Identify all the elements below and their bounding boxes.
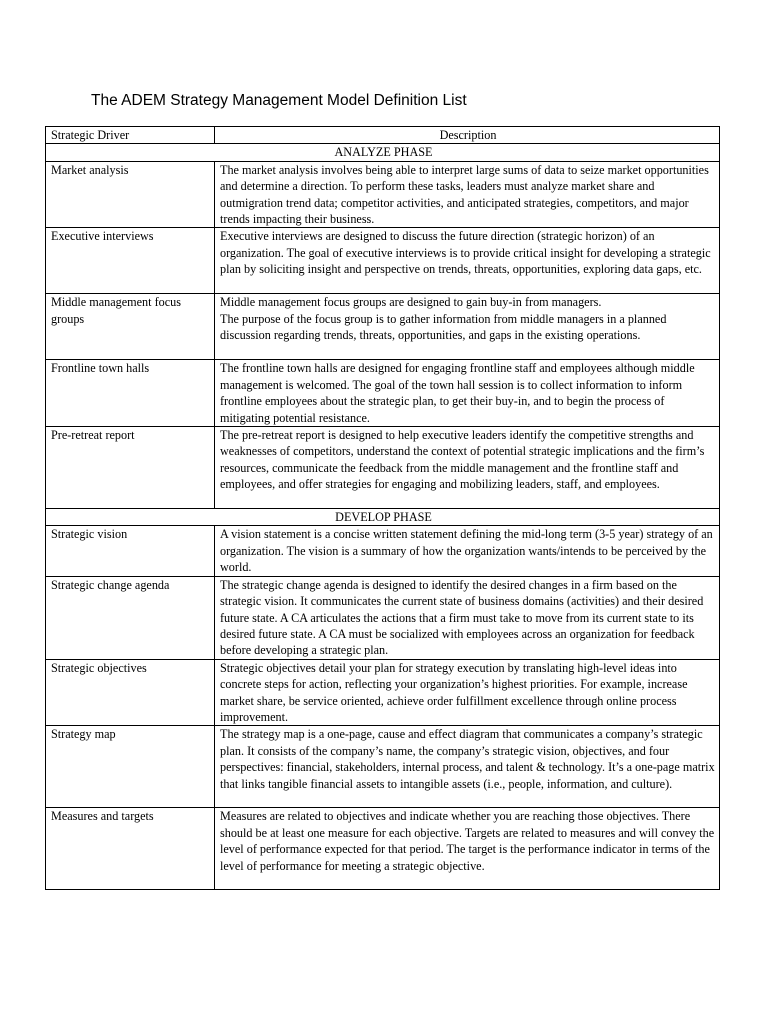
description-cell: The strategy map is a one-page, cause and effect diagram that communicates a company’s strategic plan. It consists of the company’s name, the company’s strategic vision, objectives, and four perspectives: financial, stakeholders, internal process, and talent & technology. It’s a one-page matrix that links tangible financial assets to intangible assets (i.e., people, information, and culture).	[215, 726, 720, 808]
page-title: The ADEM Strategy Management Model Definition List	[91, 92, 467, 109]
driver-cell: Executive interviews	[46, 228, 215, 294]
table-row	[46, 526, 720, 576]
driver-cell: Measures and targets	[46, 808, 215, 890]
driver-cell: Market analysis	[46, 161, 215, 228]
driver-cell: Strategic change agenda	[46, 576, 215, 659]
table-row	[46, 294, 720, 360]
phase-label: DEVELOP PHASE	[46, 509, 720, 526]
table-row	[46, 228, 720, 294]
phase-header-develop	[46, 509, 720, 526]
definition-table	[45, 126, 720, 890]
description-line: Middle management focus groups are designed to gain buy-in from managers.	[220, 295, 602, 310]
phase-header-analyze	[46, 144, 720, 161]
driver-cell: Strategic vision	[46, 526, 215, 576]
driver-cell: Frontline town halls	[46, 360, 215, 427]
table-row	[46, 161, 720, 228]
driver-cell: Strategic objectives	[46, 659, 215, 726]
table-header-row	[46, 127, 720, 144]
phase-label: ANALYZE PHASE	[46, 144, 720, 161]
description-cell: The frontline town halls are designed for engaging frontline staff and employees although middle management is welcomed. The goal of the town hall session is to collect information to inform frontline employees about the strategic plan, to get their buy-in, and to begin the process of mitigating potential resistance.	[215, 360, 720, 427]
description-cell: Measures are related to objectives and indicate whether you are reaching those objectives. There should be at least one measure for each objective. Targets are related to measures and will convey the level of performance expected for that period. The target is the performance indicator in terms of the level of performance for meeting a strategic objective.	[215, 808, 720, 890]
description-cell: The market analysis involves being able to interpret large sums of data to seize market opportunities and determine a direction. To perform these tasks, leaders must analyze market share and outmigration trend data; competitor activities, and anticipated strategies, competitors, and major trends impacting their business.	[215, 161, 720, 228]
description-cell: The pre-retreat report is designed to help executive leaders identify the competitive strengths and weaknesses of competitors, understand the context of potential strategic implications and the firm’s resources, communicate the feedback from the middle management and the frontline staff and employees, and offer strategies for engaging and mobilizing leaders, staff, and employees.	[215, 427, 720, 509]
table-row	[46, 576, 720, 659]
description-line: The purpose of the focus group is to gather information from middle managers in a planned discussion regarding trends, threats, opportunities, and gaps in the existing operations.	[220, 311, 667, 343]
driver-cell: Middle management focus groups	[46, 294, 215, 360]
description-cell: Strategic objectives detail your plan for strategy execution by translating high-level ideas into concrete steps for action, reflecting your organization’s highest priorities. For example, increase market share, be service oriented, achieve order fulfillment excellence through online process improvement.	[215, 659, 720, 726]
description-cell: Executive interviews are designed to discuss the future direction (strategic horizon) of an organization. The goal of executive interviews is to provide critical insight for developing a strategic plan by soliciting insight and perspective on trends, threats, opportunities, exploring data gaps, etc.	[215, 228, 720, 294]
table-row	[46, 726, 720, 808]
description-cell	[215, 294, 720, 360]
description-cell: A vision statement is a concise written statement defining the mid-long term (3-5 year) strategy of an organization. The vision is a summary of how the organization wants/intends to be perceived by the world.	[215, 526, 720, 576]
driver-cell: Strategy map	[46, 726, 215, 808]
table-row	[46, 360, 720, 427]
column-header-driver: Strategic Driver	[46, 127, 215, 144]
table-row	[46, 808, 720, 890]
description-cell: The strategic change agenda is designed to identify the desired changes in a firm based on the strategic vision. It communicates the current state of business domains (activities) and their desired future state. A CA articulates the actions that a firm must take to move from its current state to its desired future state. A CA must be socialized with employees across an organization for feedback before developing a strategic plan.	[215, 576, 720, 659]
table-row	[46, 659, 720, 726]
driver-cell: Pre-retreat report	[46, 427, 215, 509]
column-header-description: Description	[215, 127, 720, 144]
table-row	[46, 427, 720, 509]
